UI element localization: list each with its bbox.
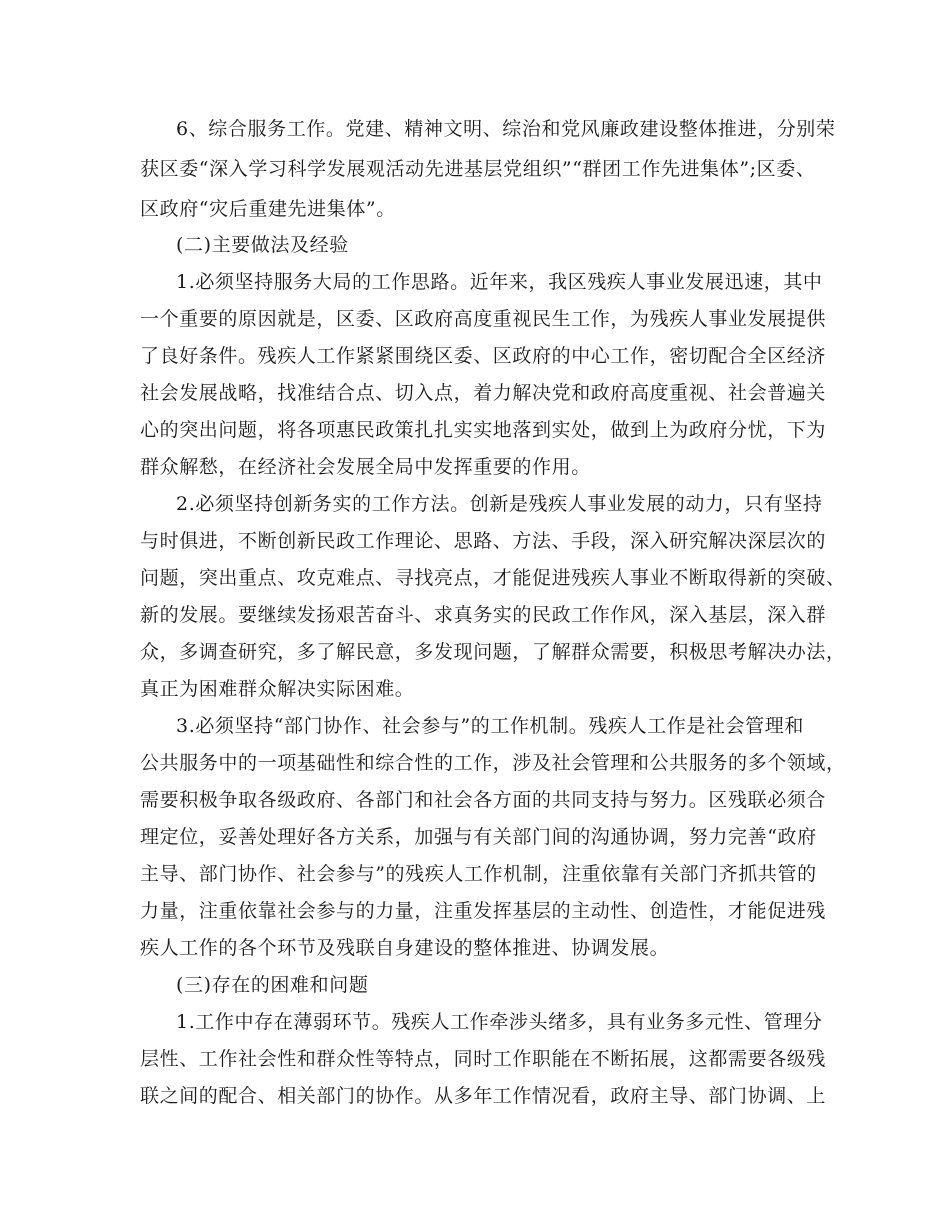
text-line: 众，多调查研究，多了解民意，多发现问题，了解群众需要，积极思考解决办法， <box>140 641 846 663</box>
text-line: 联之间的配合、相关部门的协作。从多年工作情况看，政府主导、部门协调、上 <box>140 1085 827 1107</box>
text-line: 获区委“深入学习科学发展观活动先进基层党组织”“群团工作先进集体”;区委、 <box>140 158 816 180</box>
text-line: 新的发展。要继续发扬艰苦奋斗、求真务实的民政工作作风，深入基层，深入群 <box>140 604 827 626</box>
text-line: 区政府“灾后重建先进集体”。 <box>140 198 396 220</box>
text-line: 3.必须坚持“部门协作、社会参与”的工作机制。残疾人工作是社会管理和 <box>176 715 804 737</box>
text-line: 群众解愁，在经济社会发展全局中发挥重要的作用。 <box>140 456 591 478</box>
text-line: 力量，注重依靠社会参与的力量，注重发挥基层的主动性、创造性，才能促进残 <box>140 900 827 922</box>
text-line: 真正为困难群众解决实际困难。 <box>140 678 415 700</box>
text-line: 需要积极争取各级政府、各部门和社会各方面的共同支持与努力。区残联必须合 <box>140 789 827 811</box>
section-heading: (二)主要做法及经验 <box>176 234 349 256</box>
text-line: 公共服务中的一项基础性和综合性的工作，涉及社会管理和公共服务的多个领域， <box>140 752 846 774</box>
text-line: 主导、部门协作、社会参与”的残疾人工作机制，注重依靠有关部门齐抓共管的 <box>140 863 817 885</box>
text-line: 了良好条件。残疾人工作紧紧围绕区委、区政府的中心工作，密切配合全区经济 <box>140 345 827 367</box>
text-line: 层性、工作社会性和群众性等特点，同时工作职能在不断拓展，这都需要各级残 <box>140 1048 827 1070</box>
text-line: 疾人工作的各个环节及残联自身建设的整体推进、协调发展。 <box>140 937 670 959</box>
text-line: 理定位，妥善处理好各方关系，加强与有关部门间的沟通协调，努力完善“政府 <box>140 826 817 848</box>
text-line: 1.必须坚持服务大局的工作思路。近年来，我区残疾人事业发展迅速，其中 <box>176 271 823 293</box>
text-line: 问题，突出重点、攻克难点、寻找亮点，才能促进残疾人事业不断取得新的突破、 <box>140 567 846 589</box>
text-line: 心的突出问题，将各项惠民政策扎扎实实地落到实处，做到上为政府分忧，下为 <box>140 419 827 441</box>
section-heading: (三)存在的困难和问题 <box>176 974 369 996</box>
text-line: 1.工作中存在薄弱环节。残疾人工作牵涉头绪多，具有业务多元性、管理分 <box>176 1011 823 1033</box>
text-line: 2.必须坚持创新务实的工作方法。创新是残疾人事业发展的动力，只有坚持 <box>176 493 823 515</box>
text-line: 一个重要的原因就是，区委、区政府高度重视民生工作，为残疾人事业发展提供 <box>140 308 827 330</box>
text-line: 社会发展战略，找准结合点、切入点，着力解决党和政府高度重视、社会普遍关 <box>140 382 827 404</box>
text-line: 6、综合服务工作。党建、精神文明、综治和党风廉政建设整体推进，分别荣 <box>176 118 836 140</box>
text-line: 与时俱进，不断创新民政工作理论、思路、方法、手段，深入研究解决深层次的 <box>140 530 827 552</box>
